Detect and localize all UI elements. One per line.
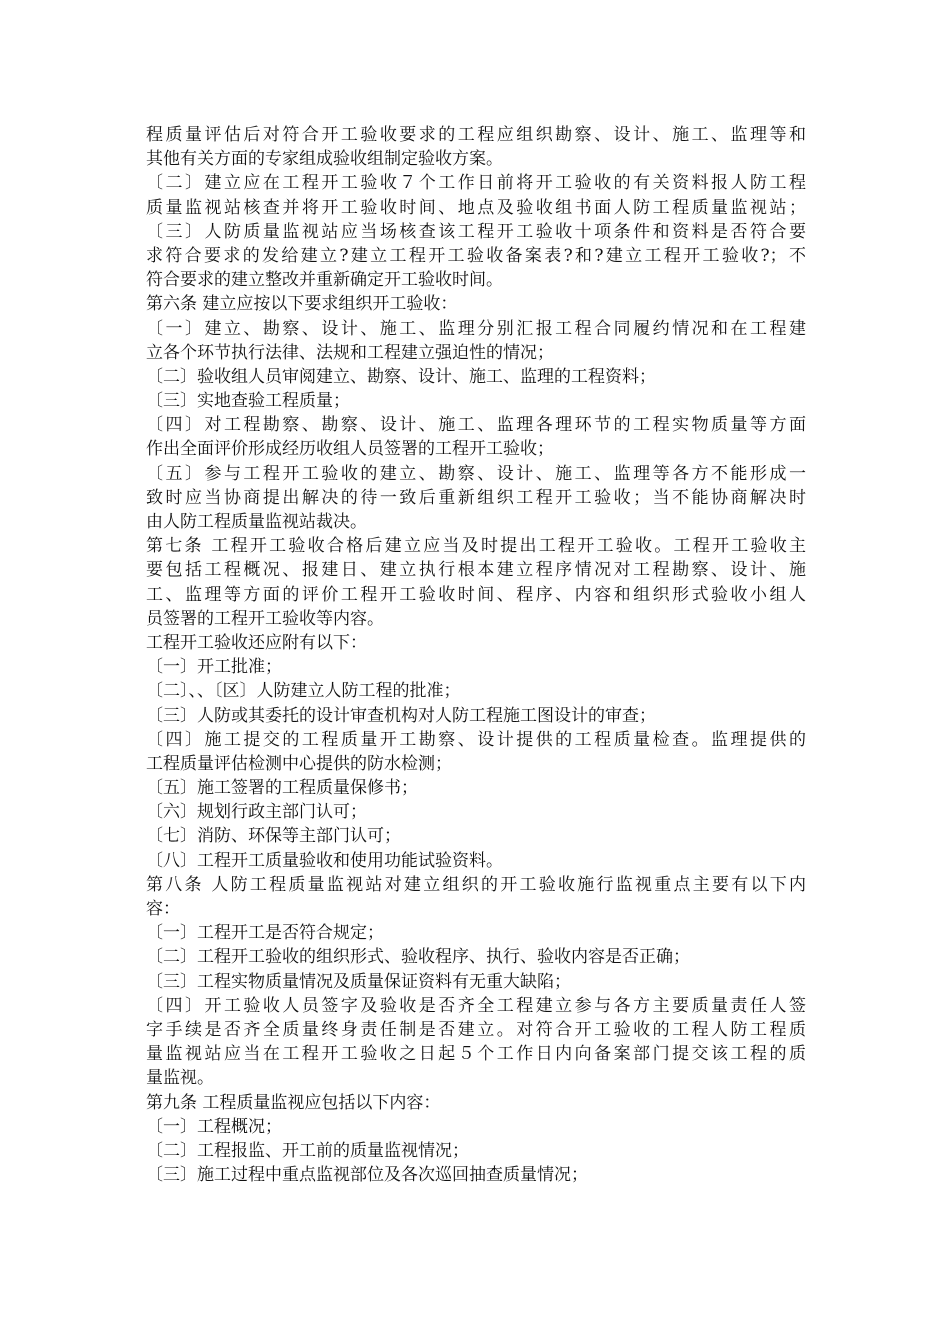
- text-line: 工、监理等方面的评价工程开工验收时间、程序、内容和组织形式验收小组人: [146, 584, 806, 605]
- text-line: 工程开工验收还应附有以下：: [146, 632, 367, 653]
- text-line: 第七条 工程开工验收合格后建立应当及时提出工程开工验收。工程开工验收主: [146, 536, 806, 557]
- text-line: 立各个环节执行法律、法规和工程建立强迫性的情况；: [146, 342, 554, 363]
- text-line: 〔一〕开工批准；: [146, 657, 282, 678]
- text-line: 〔一〕建立、勘察、设计、施工、监理分别汇报工程合同履约情况和在工程建: [146, 318, 806, 339]
- text-line: 符合要求的建立整改并重新确定开工验收时间。: [146, 270, 503, 291]
- text-line: 要包括工程概况、报建日、建立执行根本建立程序情况对工程勘察、设计、施: [146, 560, 806, 581]
- text-line: 员签署的工程开工验收等内容。: [146, 608, 384, 629]
- text-line: 〔四〕对工程勘察、勘察、设计、施工、监理各理环节的工程实物质量等方面: [146, 415, 806, 436]
- text-line: 量监视。: [146, 1068, 214, 1089]
- text-line: 其他有关方面的专家组成验收组制定验收方案。: [146, 149, 503, 170]
- text-line: 由人防工程质量监视站裁决。: [146, 512, 367, 532]
- text-line: 〔二〕、、〔区〕人防建立人防工程的批准；: [146, 681, 461, 702]
- text-line: 〔三〕人防或其委托的设计审查机构对人防工程施工图设计的审查；: [146, 705, 656, 726]
- text-line: 质量监视站核查并将开工验收时间、地点及验收组书面人防工程质量监视站；: [146, 197, 806, 218]
- text-line: 〔二〕工程报监、开工前的质量监视情况；: [146, 1140, 469, 1161]
- text-line: 〔二〕验收组人员审阅建立、勘察、设计、施工、监理的工程资料；: [146, 366, 656, 387]
- text-line: 〔三〕实地查验工程质量；: [146, 391, 350, 412]
- text-line: 第六条 建立应按以下要求组织开工验收：: [146, 294, 458, 315]
- text-line: 〔三〕人防质量监视站应当场核查该工程开工验收十项条件和资料是否符合要: [146, 221, 806, 242]
- text-line: 〔六〕规划行政主部门认可；: [146, 802, 367, 823]
- text-line: 第九条 工程质量监视应包括以下内容：: [146, 1092, 441, 1113]
- text-line: 程质量评估后对符合开工验收要求的工程应组织勘察、设计、施工、监理等和: [146, 125, 806, 145]
- text-line: 〔四〕施工提交的工程质量开工勘察、设计提供的工程质量检查。监理提供的: [146, 729, 806, 750]
- document-body: [146, 123, 806, 1187]
- text-line: 〔二〕工程开工验收的组织形式、验收程序、执行、验收内容是否正确；: [146, 947, 690, 968]
- text-line: 〔一〕工程概况；: [146, 1116, 282, 1137]
- text-line: 〔五〕施工签署的工程质量保修书；: [146, 778, 418, 799]
- text-line: 致时应当协商提出解决的待一致后重新组织工程开工验收；当不能协商解决时: [146, 487, 806, 508]
- text-line: 〔五〕参与工程开工验收的建立、勘察、设计、施工、监理等各方不能形成一: [146, 463, 806, 484]
- text-line: 〔四〕开工验收人员签字及验收是否齐全工程建立参与各方主要质量责任人签: [146, 995, 806, 1016]
- text-line: 〔八〕工程开工质量验收和使用功能试验资料。: [146, 850, 503, 871]
- text-line: 〔七〕消防、环保等主部门认可；: [146, 826, 401, 847]
- text-line: 〔二〕建立应在工程开工验收７个工作日前将开工验收的有关资料报人防工程: [146, 173, 806, 194]
- text-line: 作出全面评价形成经历收组人员签署的工程开工验收；: [146, 439, 554, 460]
- text-line: 〔三〕施工过程中重点监视部位及各次巡回抽查质量情况；: [146, 1165, 588, 1186]
- text-line: 〔三〕工程实物质量情况及质量保证资料有无重大缺陷；: [146, 971, 571, 992]
- text-line: 〔一〕工程开工是否符合规定；: [146, 923, 384, 944]
- text-line: 量监视站应当在工程开工验收之日起５个工作日内向备案部门提交该工程的质: [146, 1044, 806, 1065]
- text-line: 工程质量评估检测中心提供的防水检测；: [146, 753, 452, 774]
- text-line: 第八条 人防工程质量监视站对建立组织的开工验收施行监视重点主要有以下内: [146, 874, 806, 895]
- text-line: 求符合要求的发给建立?建立工程开工验收备案表?和?建立工程开工验收?；不: [146, 245, 806, 266]
- text-line: 容：: [146, 899, 180, 919]
- text-line: 字手续是否齐全质量终身责任制是否建立。对符合开工验收的工程人防工程质: [146, 1019, 806, 1040]
